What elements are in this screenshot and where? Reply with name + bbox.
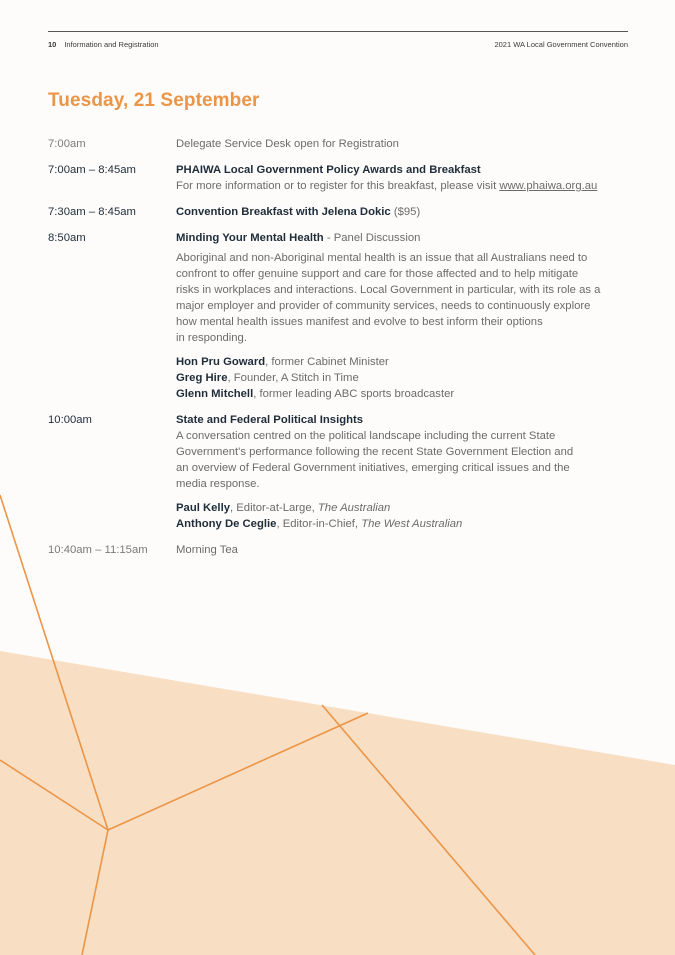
session-title: State and Federal Political Insights <box>176 414 364 426</box>
speaker-role: , Founder, A Stitch in Time <box>227 372 359 384</box>
session-title: PHAIWA Local Government Policy Awards and Breakfast <box>176 164 481 176</box>
description-line: Government's performance following the recent State Government Election and <box>176 446 574 458</box>
phaiwa-link[interactable]: www.phaiwa.org.au <box>499 180 598 192</box>
schedule-row <box>48 230 628 402</box>
page-header <box>48 40 628 49</box>
description-line: risks in workplaces and interactions. Local Government in particular, with its role as a <box>176 284 601 296</box>
description-line: an overview of Federal Government initiatives, emerging critical issues and the <box>176 462 570 474</box>
section-name: Information and Registration <box>64 40 159 49</box>
speaker-publication: The Australian <box>317 502 391 514</box>
schedule <box>48 136 628 568</box>
speaker-name: Hon Pru Goward <box>176 356 266 368</box>
description-line: media response. <box>176 478 260 490</box>
schedule-row <box>48 136 628 152</box>
speaker-role: , former Cabinet Minister <box>265 356 389 368</box>
session-price: ($95) <box>393 206 421 218</box>
speaker-role: , former leading ABC sports broadcaster <box>253 388 455 400</box>
description-line: Aboriginal and non-Aboriginal mental health is an issue that all Australians need to <box>176 252 588 264</box>
speaker <box>176 354 628 370</box>
session-time: 10:40am – 11:15am <box>48 544 148 556</box>
speaker-list <box>176 354 628 402</box>
speaker-name: Paul Kelly <box>176 502 230 514</box>
schedule-row <box>48 412 628 532</box>
speaker-role: , Editor-in-Chief, <box>276 518 362 530</box>
session-time: 7:30am – 8:45am <box>48 206 136 218</box>
session-description <box>176 428 628 492</box>
document-name: 2021 WA Local Government Convention <box>494 40 628 49</box>
speaker-role: , Editor-at-Large, <box>230 502 318 514</box>
page-number: 10 <box>48 40 57 49</box>
speaker-name: Glenn Mitchell <box>176 388 254 400</box>
speaker-name: Greg Hire <box>176 372 228 384</box>
speaker <box>176 500 628 516</box>
speaker-publication: The West Australian <box>361 518 463 530</box>
description-line: in responding. <box>176 332 247 344</box>
speaker <box>176 386 628 402</box>
day-title: Tuesday, 21 September <box>48 90 260 111</box>
description-line: confront to offer genuine support and care for those affected and to help mitigate <box>176 268 579 280</box>
schedule-row <box>48 204 628 220</box>
speaker-name: Anthony De Ceglie <box>176 518 277 530</box>
speaker <box>176 516 628 532</box>
description-line: major employer and provider of community services, needs to continuously explore <box>176 300 591 312</box>
header-rule <box>48 31 628 32</box>
session-time: 7:00am – 8:45am <box>48 164 136 176</box>
session-title: Minding Your Mental Health <box>176 232 324 244</box>
description-line: how mental health issues manifest and evolve to best inform their options <box>176 316 543 328</box>
description-line: A conversation centred on the political landscape including the current State <box>176 430 556 442</box>
session-time: 10:00am <box>48 414 92 426</box>
session-title: Morning Tea <box>176 544 238 556</box>
session-subtitle: - Panel Discussion <box>323 232 421 244</box>
session-title: Delegate Service Desk open for Registration <box>176 138 399 150</box>
session-description <box>176 250 628 346</box>
schedule-row <box>48 162 628 194</box>
schedule-row <box>48 542 628 558</box>
description-text: For more information or to register for this breakfast, please visit <box>176 180 500 192</box>
session-description <box>176 178 628 194</box>
session-time: 7:00am <box>48 138 86 150</box>
session-time: 8:50am <box>48 232 86 244</box>
session-title: Convention Breakfast with Jelena Dokic <box>176 206 391 218</box>
speaker <box>176 370 628 386</box>
speaker-list <box>176 500 628 532</box>
